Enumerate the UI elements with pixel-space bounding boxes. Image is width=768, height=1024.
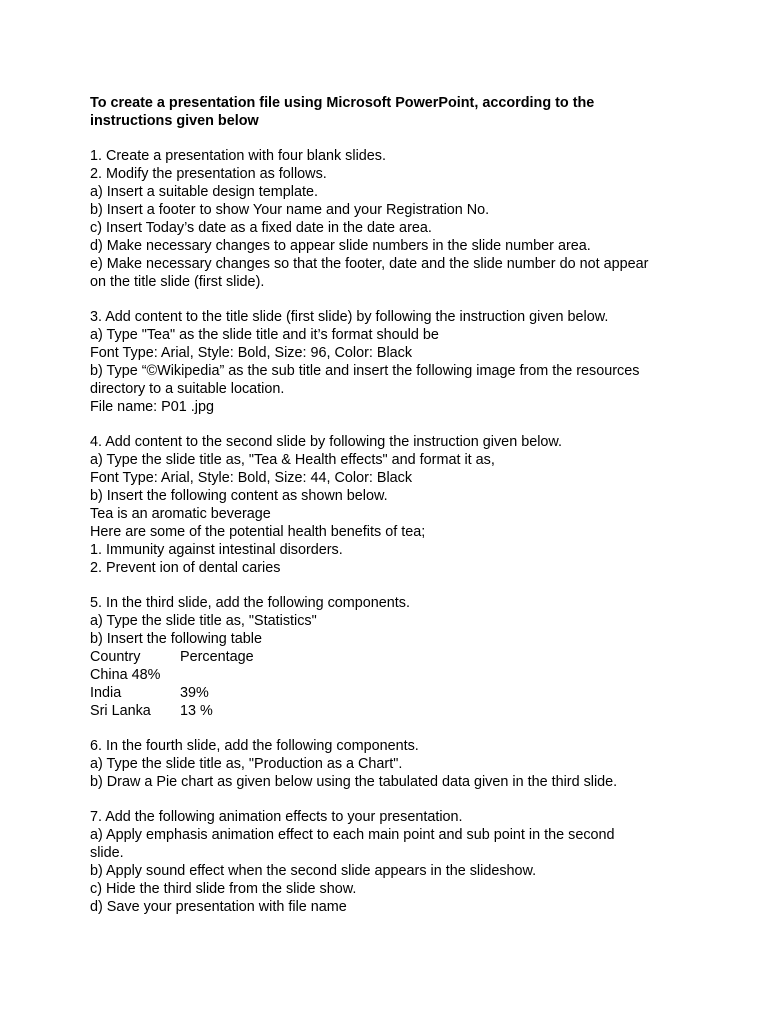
table-cell: China 48% <box>90 667 161 683</box>
instruction-line: c) Hide the third slide from the slide show. <box>90 881 357 897</box>
instruction-line: 2. Modify the presentation as follows. <box>90 166 327 182</box>
section-6 <box>90 737 690 791</box>
instruction-line: 1. Immunity against intestinal disorders. <box>90 542 343 558</box>
table-row <box>90 684 690 702</box>
table-cell: Sri Lanka <box>90 703 151 719</box>
instruction-line: d) Make necessary changes to appear slide numbers in the slide number area. <box>90 238 591 254</box>
table-header-cell: Percentage <box>180 649 254 665</box>
table-cell: India <box>90 685 122 701</box>
instruction-line: b) Insert a footer to show Your name and your Registration No. <box>90 202 490 218</box>
instruction-line: 6. In the fourth slide, add the following components. <box>90 738 419 754</box>
table-header-row <box>90 648 690 666</box>
section-5 <box>90 594 690 720</box>
section-7 <box>90 808 690 916</box>
instruction-line: 2. Prevent ion of dental caries <box>90 560 281 576</box>
document-content <box>90 94 690 916</box>
instruction-line: b) Type “©Wikipedia” as the sub title and insert the following image from the resources <box>90 363 640 379</box>
instruction-line: b) Apply sound effect when the second slide appears in the slideshow. <box>90 863 537 879</box>
section-3 <box>90 308 690 416</box>
instruction-line: Here are some of the potential health benefits of tea; <box>90 524 426 540</box>
instruction-line: Font Type: Arial, Style: Bold, Size: 44, Color: Black <box>90 470 413 486</box>
instruction-line: d) Save your presentation with file name <box>90 899 347 915</box>
instruction-line: b) Draw a Pie chart as given below using the tabulated data given in the third slide. <box>90 774 618 790</box>
instruction-line: on the title slide (first slide). <box>90 274 265 290</box>
title-line: To create a presentation file using Microsoft PowerPoint, according to the <box>90 95 595 111</box>
instruction-line: 5. In the third slide, add the following components. <box>90 595 410 611</box>
instruction-line: a) Apply emphasis animation effect to each main point and sub point in the second <box>90 827 615 843</box>
instruction-line: a) Type the slide title as, "Production as a Chart". <box>90 756 403 772</box>
section-4 <box>90 433 690 577</box>
document-title <box>90 94 690 130</box>
instruction-line: a) Insert a suitable design template. <box>90 184 318 200</box>
instruction-line: b) Insert the following table <box>90 631 262 647</box>
instruction-line: directory to a suitable location. <box>90 381 285 397</box>
statistics-table <box>90 648 690 720</box>
section-1-2 <box>90 147 690 291</box>
instruction-line: a) Type the slide title as, "Tea & Health effects" and format it as, <box>90 452 495 468</box>
instruction-line: 4. Add content to the second slide by following the instruction given below. <box>90 434 562 450</box>
table-header-cell: Country <box>90 649 141 665</box>
instruction-line: c) Insert Today’s date as a fixed date in the date area. <box>90 220 432 236</box>
table-cell: 39% <box>180 685 209 701</box>
instruction-line: b) Insert the following content as shown below. <box>90 488 388 504</box>
instruction-line: slide. <box>90 845 124 861</box>
table-row <box>90 666 690 684</box>
instruction-line: e) Make necessary changes so that the footer, date and the slide number do not appear <box>90 256 649 272</box>
instruction-line: 1. Create a presentation with four blank slides. <box>90 148 386 164</box>
table-cell: 13 % <box>180 703 213 719</box>
instruction-line: Tea is an aromatic beverage <box>90 506 271 522</box>
instruction-line: File name: P01 .jpg <box>90 399 214 415</box>
instruction-line: 7. Add the following animation effects to your presentation. <box>90 809 463 825</box>
instruction-line: a) Type "Tea" as the slide title and it’s format should be <box>90 327 439 343</box>
instruction-line: a) Type the slide title as, "Statistics" <box>90 613 317 629</box>
title-line: instructions given below <box>90 113 259 129</box>
instruction-line: 3. Add content to the title slide (first slide) by following the instruction given below. <box>90 309 609 325</box>
table-row <box>90 702 690 720</box>
instruction-line: Font Type: Arial, Style: Bold, Size: 96, Color: Black <box>90 345 413 361</box>
